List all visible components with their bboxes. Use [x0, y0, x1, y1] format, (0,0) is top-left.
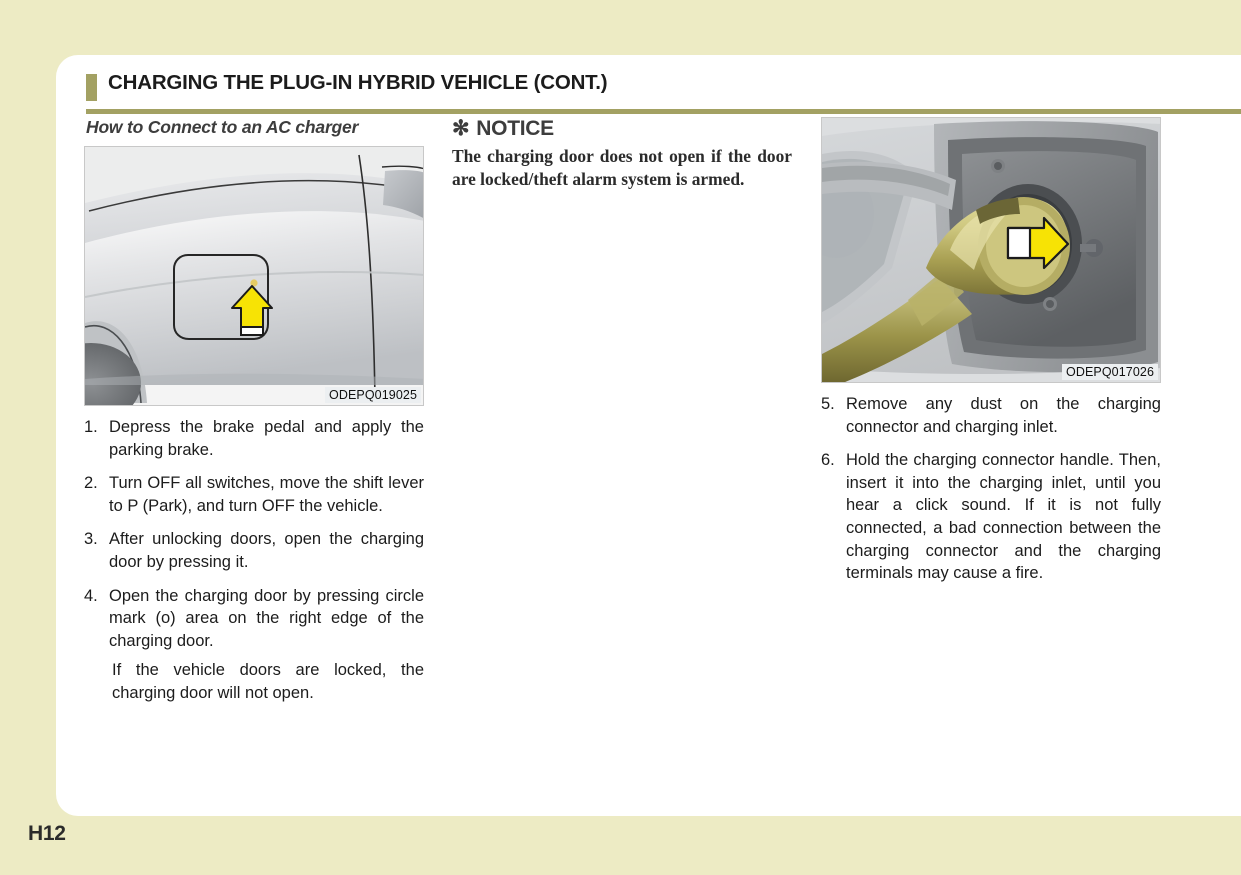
step-number: 2.	[84, 474, 98, 493]
charging-connector-figure	[821, 117, 1161, 383]
step-item	[84, 585, 424, 653]
page-content-panel	[56, 55, 1241, 816]
step-text: Open the charging door by pressing circle mark (o) area on the right edge of the charging door.	[109, 586, 424, 650]
step-text: Turn OFF all switches, move the shift lever to P (Park), and turn OFF the vehicle.	[109, 474, 424, 515]
right-column	[821, 117, 1161, 596]
step-text: Remove any dust on the charging connector and charging inlet.	[846, 395, 1161, 436]
step-number: 4.	[84, 586, 98, 605]
charging-connector-illustration	[822, 118, 1161, 383]
page-header	[86, 71, 1241, 117]
left-sub-note: If the vehicle doors are locked, the charging door will not open.	[112, 661, 424, 702]
section-subheading: How to Connect to an AC charger	[86, 117, 359, 137]
step-item	[84, 528, 424, 573]
notice-heading	[452, 117, 792, 141]
step-text: Hold the charging connector handle. Then, insert it into the charging inlet, until you hear a click sound. If it is not fully connected, a bad connection between the charging connector and the charging terminals may cause a fire.	[846, 451, 1161, 583]
step-item	[84, 416, 424, 461]
right-step-list	[821, 393, 1161, 585]
asterisk-icon: ✻	[452, 117, 470, 140]
middle-column	[452, 117, 792, 191]
page-number: H12	[28, 822, 66, 845]
charging-door-location-illustration	[85, 147, 424, 406]
charging-door-location-figure	[84, 146, 424, 406]
step-item	[84, 472, 424, 517]
step-number: 1.	[84, 418, 98, 436]
header-accent-bar	[86, 74, 97, 101]
page-title: CHARGING THE PLUG-IN HYBRID VEHICLE (CONT.)	[108, 71, 608, 94]
notice-body-text: The charging door does not open if the door are locked/theft alarm system is armed.	[452, 146, 792, 190]
notice-heading-label: NOTICE	[476, 117, 554, 140]
figure-caption: ODEPQ019025	[325, 387, 421, 403]
step-item	[821, 393, 1161, 438]
step-text: After unlocking doors, open the charging door by pressing it.	[109, 530, 424, 571]
step-text: Depress the brake pedal and apply the parking brake.	[109, 418, 424, 459]
step-number: 5.	[821, 395, 835, 413]
step-number: 3.	[84, 530, 98, 549]
step-item	[821, 449, 1161, 585]
left-step-list	[84, 416, 424, 652]
left-column	[84, 117, 424, 705]
step-number: 6.	[821, 451, 835, 470]
figure-caption: ODEPQ017026	[1062, 364, 1158, 380]
header-rule	[86, 109, 1241, 114]
